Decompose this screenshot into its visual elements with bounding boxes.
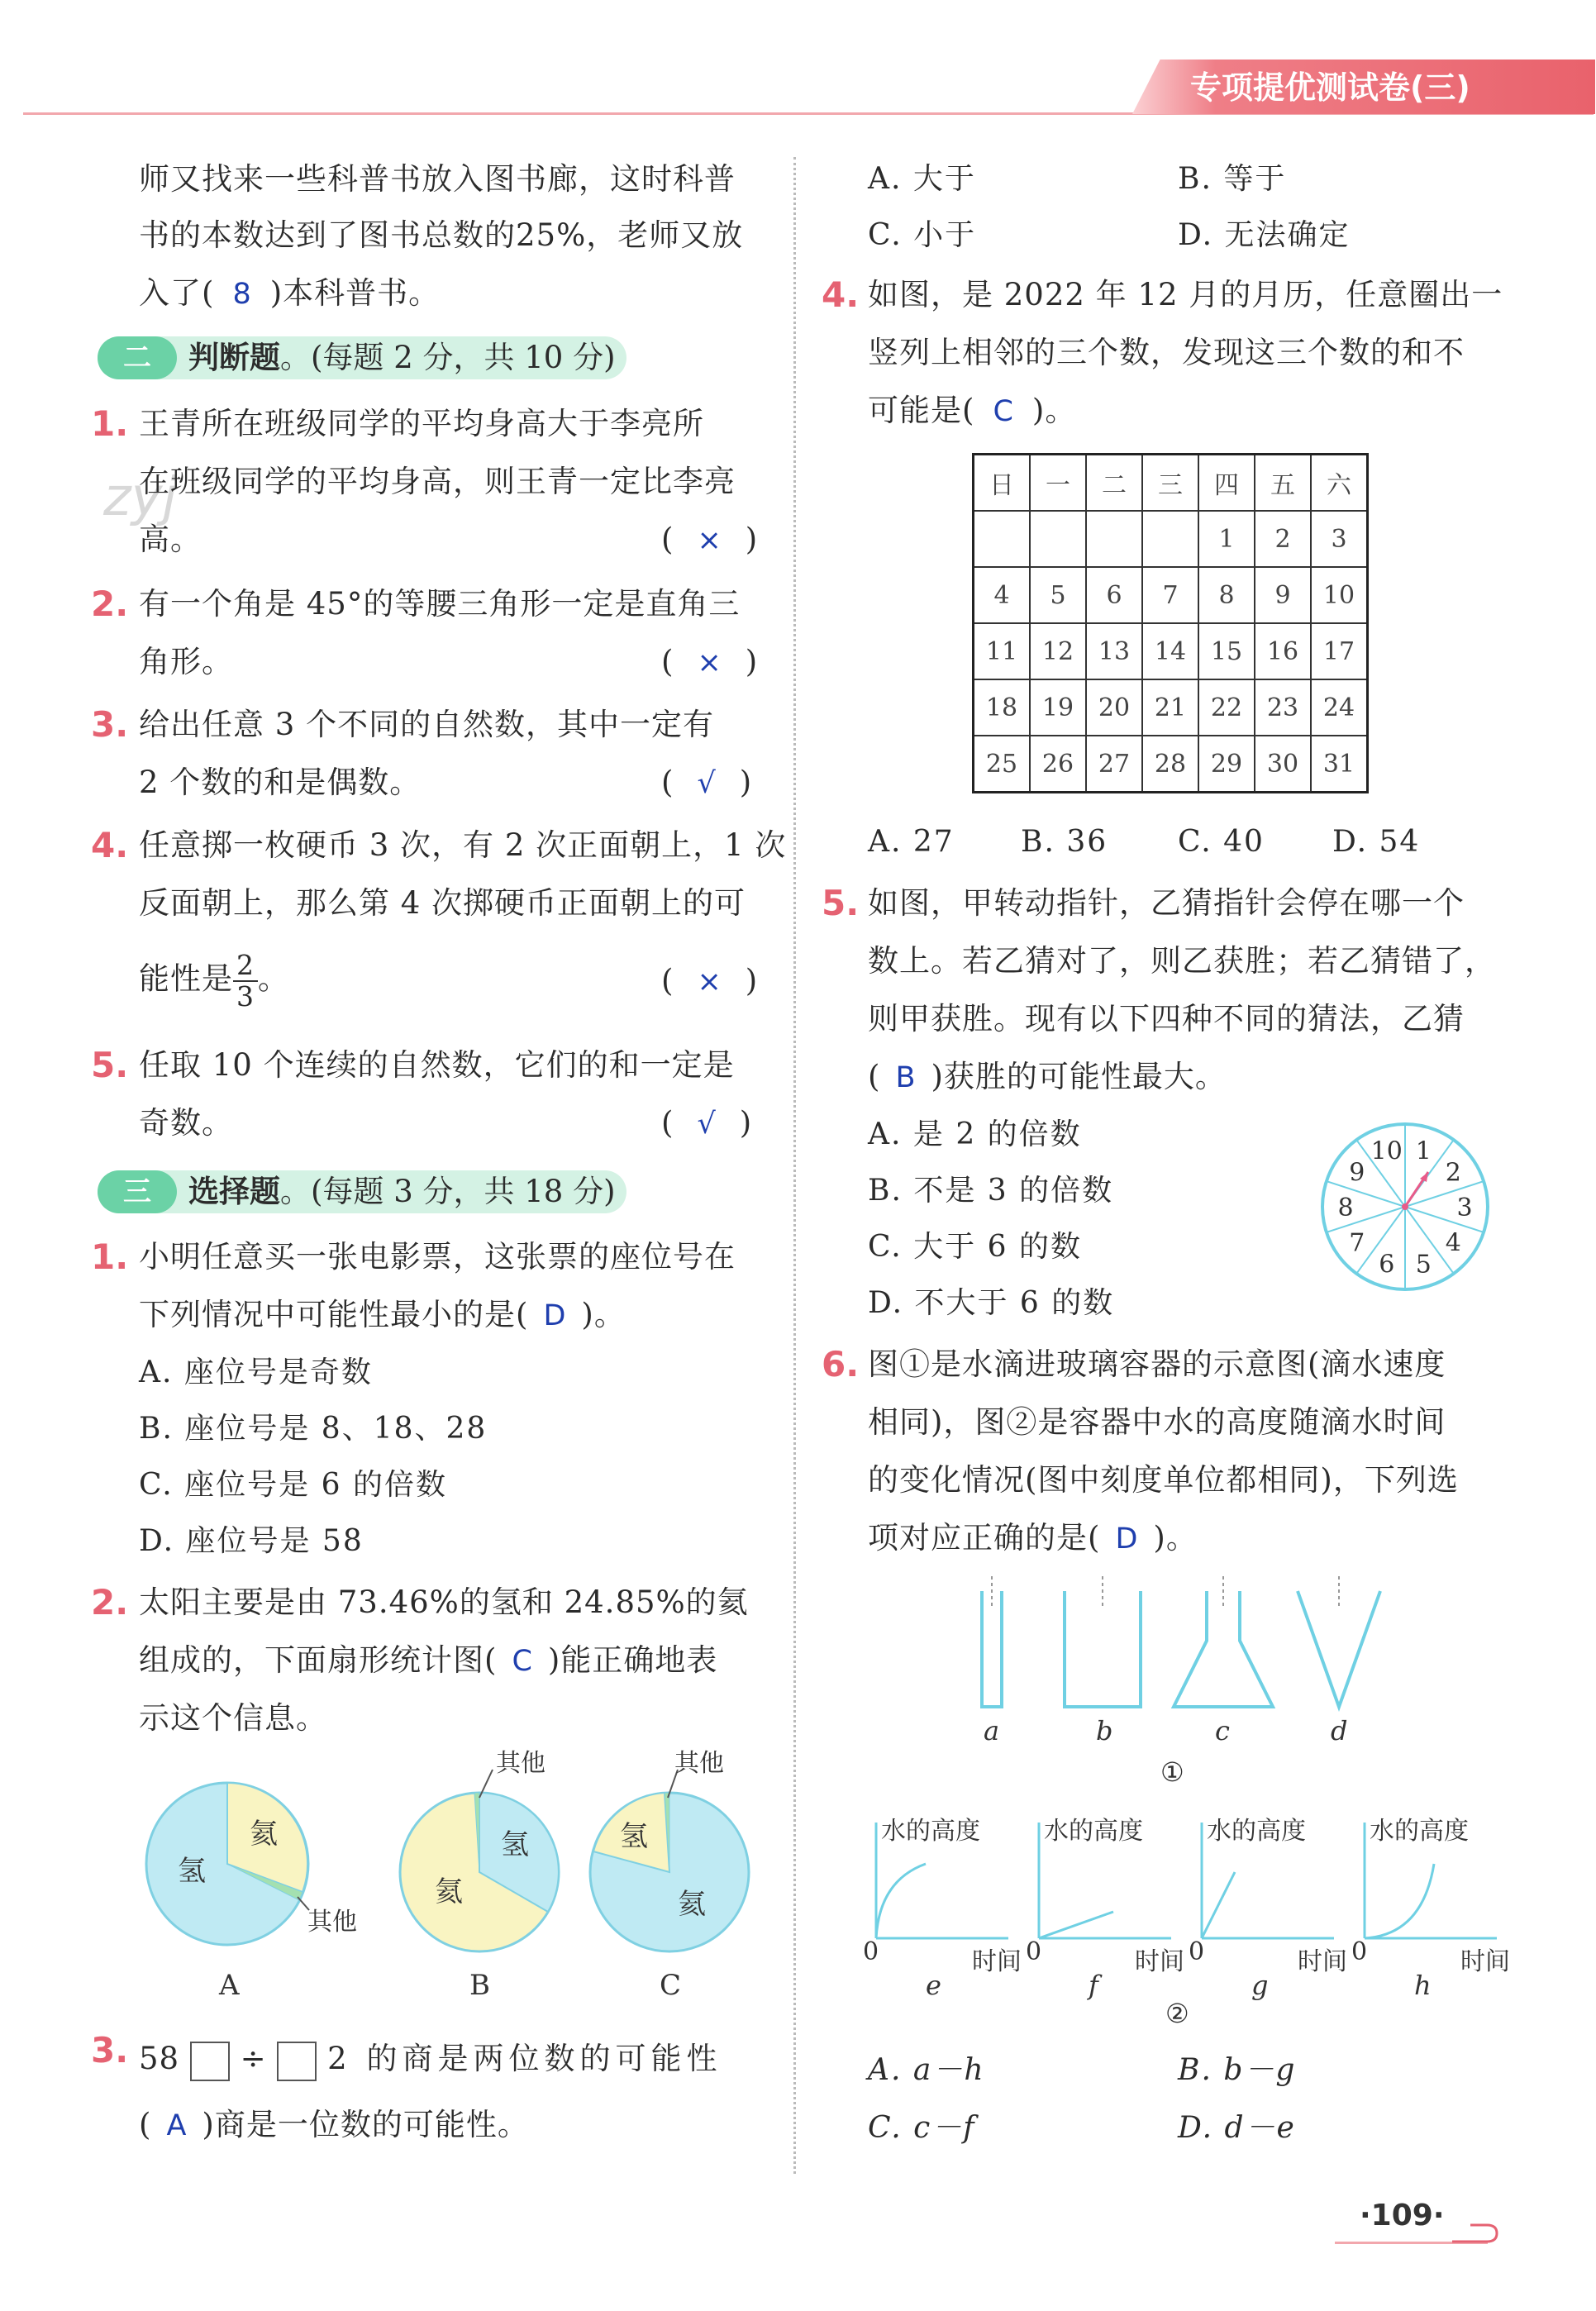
height-time-graph — [1351, 1817, 1510, 2001]
calendar-cell — [1142, 511, 1198, 567]
choice-2-number: 2. — [91, 1582, 129, 1622]
judge-3-answer: √ — [697, 767, 717, 800]
graph-origin: 0 — [1026, 1937, 1042, 1966]
choice-4-line-1: 如图，是 2022 年 12 月的月历，任意圈出一 — [868, 277, 1503, 312]
calendar-cell: 3 — [1311, 511, 1368, 567]
judge-2-number: 2. — [91, 584, 129, 624]
calendar-cell: 24 — [1311, 679, 1368, 736]
pie-charts — [132, 1748, 777, 2013]
choice-1-line-1: 小明任意买一张电影票，这张票的座位号在 — [139, 1239, 736, 1275]
probability-fraction: $\frac{2}{3}$ — [233, 951, 258, 1012]
choice-1-option-d: D. 座位号是 58 — [139, 1524, 364, 1558]
choice-1-number: 1. — [91, 1237, 129, 1277]
header-title: 专项提优测试卷(三) — [1190, 69, 1470, 106]
calendar-cell: 5 — [1030, 567, 1086, 623]
intro-line-3: 入了( 8 )本科普书。 — [139, 275, 441, 311]
choice-4-option-c: C. 40 — [1178, 825, 1265, 859]
judge-4-answer-slot: ( × ) — [661, 963, 759, 998]
pie-a — [146, 1783, 357, 2002]
watermark: zyj — [103, 467, 178, 528]
choice-1-line-2: 下列情况中可能性最小的是( D )。 — [139, 1297, 626, 1332]
choice-6-line-2: 相同)，图②是容器中水的高度随滴水时间 — [868, 1404, 1446, 1440]
graph-curve — [1039, 1912, 1113, 1938]
calendar-cell: 11 — [974, 623, 1031, 679]
calendar-cell — [1086, 511, 1142, 567]
choice-6-line-1: 图①是水滴进玻璃容器的示意图(滴水速度 — [868, 1346, 1446, 1382]
choice-4-option-d: D. 54 — [1332, 825, 1421, 859]
calendar-cell: 15 — [1198, 623, 1255, 679]
calendar-row — [974, 511, 1368, 567]
footer-arrow-icon — [1451, 2218, 1500, 2247]
choice-6-number: 6. — [822, 1344, 860, 1384]
figure-1-label: ① — [1160, 1756, 1184, 1788]
graph-curve — [1365, 1864, 1434, 1938]
pie-a-big-label: 氢 — [178, 1855, 206, 1888]
calendar-cell: 16 — [1255, 623, 1311, 679]
choice-3-option-d: D. 无法确定 — [1178, 218, 1351, 252]
pie-b-caption: B — [469, 1969, 490, 2002]
choice-6-option-b: B. b－g — [1178, 2053, 1297, 2087]
choice-4-number: 4. — [822, 274, 860, 315]
calendar-row — [974, 679, 1368, 736]
judge-1-line-2: 在班级同学的平均身高，则王青一定比李亮 — [139, 464, 736, 499]
choice-5-option-c: C. 大于 6 的数 — [868, 1230, 1082, 1264]
height-time-graph — [1189, 1817, 1347, 2001]
calendar-cell: 18 — [974, 679, 1031, 736]
graph-y-label: 水的高度 — [1370, 1817, 1469, 1846]
choice-3-option-c: C. 小于 — [868, 218, 977, 252]
spinner — [1314, 1116, 1496, 1298]
judge-3-answer-slot: ( √ ) — [661, 765, 753, 800]
figure-2-label: ② — [1165, 1998, 1189, 2029]
graph-y-label: 水的高度 — [1044, 1817, 1143, 1846]
judge-1-line-3: 高。 — [139, 522, 202, 557]
calendar-cell: 27 — [1086, 736, 1142, 793]
section-judge-tag: 二 — [98, 336, 177, 379]
judge-4-line-3: 能性是 $\frac{2}{3}$ 。 — [139, 949, 289, 1013]
choice-5-line-4: ( B )获胜的可能性最大。 — [868, 1059, 1227, 1094]
choice-5-option-d: D. 不大于 6 的数 — [868, 1286, 1115, 1320]
calendar-cell: 29 — [1198, 736, 1255, 793]
choice-2-line-1: 太阳主要是由 73.46%的氢和 24.85%的氦 — [139, 1584, 749, 1620]
spinner-number: 8 — [1337, 1194, 1354, 1222]
section-choice-title: 选择题 — [188, 1174, 280, 1209]
choice-6-option-d: D. d－e — [1178, 2111, 1296, 2145]
section-judge-title: 判断题 — [188, 340, 280, 375]
calendar-head: 六 — [1311, 455, 1368, 512]
container-c — [1174, 1591, 1273, 1707]
column-divider — [793, 157, 796, 2174]
judge-5-number: 5. — [91, 1045, 129, 1085]
graph-x-label: 时间 — [1460, 1947, 1510, 1976]
choice-2-line-2: 组成的，下面扇形统计图( C )能正确地表 — [139, 1642, 718, 1678]
calendar-row — [974, 567, 1368, 623]
graph-origin: 0 — [1189, 1937, 1205, 1966]
graph-x-label: 时间 — [1135, 1947, 1184, 1976]
calendar-cell: 28 — [1142, 736, 1198, 793]
pie-b-other-label: 其他 — [496, 1749, 545, 1778]
graph-y-label: 水的高度 — [881, 1817, 980, 1846]
section-choice — [98, 1170, 626, 1213]
choice-1-option-a: A. 座位号是奇数 — [139, 1356, 373, 1389]
spinner-number: 6 — [1379, 1250, 1395, 1279]
container-label-c: c — [1215, 1715, 1230, 1746]
judge-3-line-1: 给出任意 3 个不同的自然数，其中一定有 — [139, 707, 715, 742]
pie-a-small-label: 氦 — [250, 1818, 278, 1851]
intro-line-2: 书的本数达到了图书总数的25%，老师又放 — [139, 217, 744, 253]
judge-1-number: 1. — [91, 403, 129, 444]
blank-box-1 — [190, 2042, 230, 2081]
choice-2-line-3: 示这个信息。 — [139, 1700, 327, 1736]
blank-box-2 — [277, 2042, 317, 2081]
calendar-cell: 12 — [1030, 623, 1086, 679]
graph-origin: 0 — [863, 1937, 879, 1966]
choice-4-option-b: B. 36 — [1021, 825, 1108, 859]
height-time-graph — [863, 1817, 1022, 2001]
choice-3-answer: A — [166, 2109, 188, 2142]
calendar-cell: 10 — [1311, 567, 1368, 623]
choice-5-number: 5. — [822, 883, 860, 923]
graph-label: f — [1089, 1970, 1098, 2001]
pie-b — [400, 1749, 559, 2002]
pie-c-big-label: 氦 — [678, 1888, 706, 1921]
container-label-d: d — [1331, 1715, 1348, 1746]
judge-2-answer-slot: ( × ) — [661, 644, 759, 679]
height-time-graph — [1026, 1817, 1184, 2001]
choice-4-line-2: 竖列上相邻的三个数，发现这三个数的和不 — [868, 335, 1465, 370]
choice-5-line-3: 则甲获胜。现有以下四种不同的猜法，乙猜 — [868, 1001, 1465, 1036]
section-judge — [98, 336, 626, 379]
judge-5-line-1: 任取 10 个连续的自然数，它们的和一定是 — [139, 1047, 735, 1083]
choice-6-line-4: 项对应正确的是( D )。 — [868, 1520, 1198, 1556]
choice-5-option-b: B. 不是 3 的倍数 — [868, 1174, 1114, 1208]
calendar-cell: 4 — [974, 567, 1031, 623]
calendar-cell: 25 — [974, 736, 1031, 793]
choice-3-line-1: 58 ÷ 2 的商是两位数的可能性 — [139, 2038, 722, 2081]
calendar-cell: 20 — [1086, 679, 1142, 736]
pie-c-small-label: 氢 — [620, 1820, 648, 1853]
calendar-cell: 7 — [1142, 567, 1198, 623]
choice-2-answer: C — [512, 1645, 533, 1678]
calendar-cell: 9 — [1255, 567, 1311, 623]
choice-4-option-a: A. 27 — [868, 825, 955, 859]
calendar-cell: 1 — [1198, 511, 1255, 567]
judge-3-number: 3. — [91, 704, 129, 745]
graph-y-label: 水的高度 — [1207, 1817, 1306, 1846]
graphs-figure — [860, 1798, 1521, 2029]
choice-5-answer: B — [895, 1061, 917, 1094]
pie-a-caption: A — [219, 1969, 240, 2002]
intro-line-1: 师又找来一些科普书放入图书廊，这时科普 — [139, 161, 736, 197]
choice-3-option-a: A. 大于 — [868, 162, 976, 196]
choice-5-option-a: A. 是 2 的倍数 — [868, 1117, 1082, 1151]
graph-x-label: 时间 — [972, 1947, 1022, 1976]
calendar-head: 日 — [974, 455, 1031, 512]
pie-c-caption: C — [660, 1969, 682, 2002]
pie-c — [590, 1749, 749, 2002]
calendar-cell — [1030, 511, 1086, 567]
choice-4-line-3: 可能是( C )。 — [868, 393, 1077, 428]
choice-6-option-a: A. a－h — [868, 2053, 985, 2087]
pie-b-big-label: 氦 — [435, 1875, 463, 1908]
container-a — [982, 1591, 1002, 1707]
calendar-cell: 23 — [1255, 679, 1311, 736]
calendar-row — [974, 736, 1368, 793]
spinner-number: 5 — [1415, 1250, 1432, 1279]
judge-4-line-1: 任意掷一枚硬币 3 次，有 2 次正面朝上，1 次 — [139, 827, 787, 863]
pie-b-small-label: 氢 — [501, 1828, 529, 1861]
calendar-cell: 14 — [1142, 623, 1198, 679]
choice-5-line-1: 如图，甲转动指针，乙猜指针会停在哪一个 — [868, 885, 1465, 921]
spinner-number: 10 — [1370, 1136, 1403, 1166]
judge-1-answer: × — [697, 524, 722, 557]
calendar-cell: 26 — [1030, 736, 1086, 793]
calendar-head: 三 — [1142, 455, 1198, 512]
judge-4-number: 4. — [91, 825, 129, 865]
choice-1-answer: D — [543, 1299, 567, 1332]
choice-4-answer: C — [993, 395, 1014, 428]
judge-5-answer-slot: ( √ ) — [661, 1105, 753, 1141]
calendar-cell: 8 — [1198, 567, 1255, 623]
calendar-cell: 21 — [1142, 679, 1198, 736]
container-b — [1065, 1591, 1141, 1707]
choice-5-line-2: 数上。若乙猜对了，则乙获胜；若乙猜错了， — [868, 943, 1496, 979]
calendar-cell — [974, 511, 1031, 567]
judge-1-answer-slot: ( × ) — [661, 522, 759, 557]
calendar-row — [974, 623, 1368, 679]
containers-figure — [934, 1575, 1397, 1798]
intro-answer: 8 — [232, 278, 252, 311]
choice-1-option-c: C. 座位号是 6 的倍数 — [139, 1468, 447, 1502]
calendar-cell: 30 — [1255, 736, 1311, 793]
container-label-a: a — [984, 1715, 1000, 1746]
graph-label: g — [1251, 1970, 1269, 2001]
spinner-number: 9 — [1349, 1158, 1365, 1188]
calendar-header-row — [974, 455, 1368, 512]
container-label-b: b — [1096, 1715, 1113, 1746]
spinner-number: 7 — [1349, 1228, 1365, 1258]
calendar-cell: 19 — [1030, 679, 1086, 736]
graph-curve — [876, 1864, 926, 1938]
calendar-cell: 13 — [1086, 623, 1142, 679]
container-d — [1298, 1591, 1380, 1707]
section-choice-tag: 三 — [98, 1170, 177, 1213]
calendar-cell: 22 — [1198, 679, 1255, 736]
judge-1-line-1: 王青所在班级同学的平均身高大于李亮所 — [139, 406, 704, 441]
graph-label: h — [1414, 1970, 1432, 2001]
spinner-number: 3 — [1456, 1194, 1473, 1222]
calendar-head: 一 — [1030, 455, 1086, 512]
judge-2-line-1: 有一个角是 45°的等腰三角形一定是直角三 — [139, 586, 741, 622]
calendar-cell: 2 — [1255, 511, 1311, 567]
choice-3-option-b: B. 等于 — [1178, 162, 1287, 196]
choice-6-answer: D — [1115, 1522, 1139, 1556]
choice-6-line-3: 的变化情况(图中刻度单位都相同)，下列选 — [868, 1462, 1459, 1498]
choice-1-option-b: B. 座位号是 8、18、28 — [139, 1412, 488, 1446]
choice-3-line-2: ( A )商是一位数的可能性。 — [139, 2107, 529, 2142]
pie-c-other-label: 其他 — [674, 1749, 724, 1778]
calendar-head: 四 — [1198, 455, 1255, 512]
page-number: ·109· — [1360, 2199, 1445, 2232]
calendar-cell: 6 — [1086, 567, 1142, 623]
judge-5-answer: √ — [697, 1108, 717, 1141]
spinner-number: 1 — [1415, 1136, 1432, 1166]
graph-origin: 0 — [1351, 1937, 1368, 1966]
graph-curve — [1202, 1872, 1235, 1938]
spinner-number: 4 — [1445, 1228, 1461, 1258]
judge-3-line-2: 2 个数的和是偶数。 — [139, 765, 422, 800]
section-choice-note: 。(每题 3 分，共 18 分) — [280, 1174, 616, 1209]
section-judge-note: 。(每题 2 分，共 10 分) — [280, 340, 616, 375]
choice-6-option-c: C. c－f — [868, 2111, 976, 2145]
judge-2-answer: × — [697, 646, 722, 679]
judge-5-line-2: 奇数。 — [139, 1105, 233, 1141]
judge-4-answer: × — [697, 965, 722, 998]
graph-label: e — [926, 1970, 941, 2001]
choice-3-number: 3. — [91, 2030, 129, 2070]
calendar-cell: 17 — [1311, 623, 1368, 679]
judge-2-line-2: 角形。 — [139, 644, 233, 679]
calendar-head: 五 — [1255, 455, 1311, 512]
judge-4-line-2: 反面朝上，那么第 4 次掷硬币正面朝上的可 — [139, 885, 746, 921]
pie-a-other-label: 其他 — [307, 1908, 357, 1937]
spinner-number: 2 — [1445, 1158, 1461, 1188]
graph-x-label: 时间 — [1298, 1947, 1347, 1976]
calendar-table — [972, 453, 1369, 793]
calendar-head: 二 — [1086, 455, 1142, 512]
calendar-cell: 31 — [1311, 736, 1368, 793]
